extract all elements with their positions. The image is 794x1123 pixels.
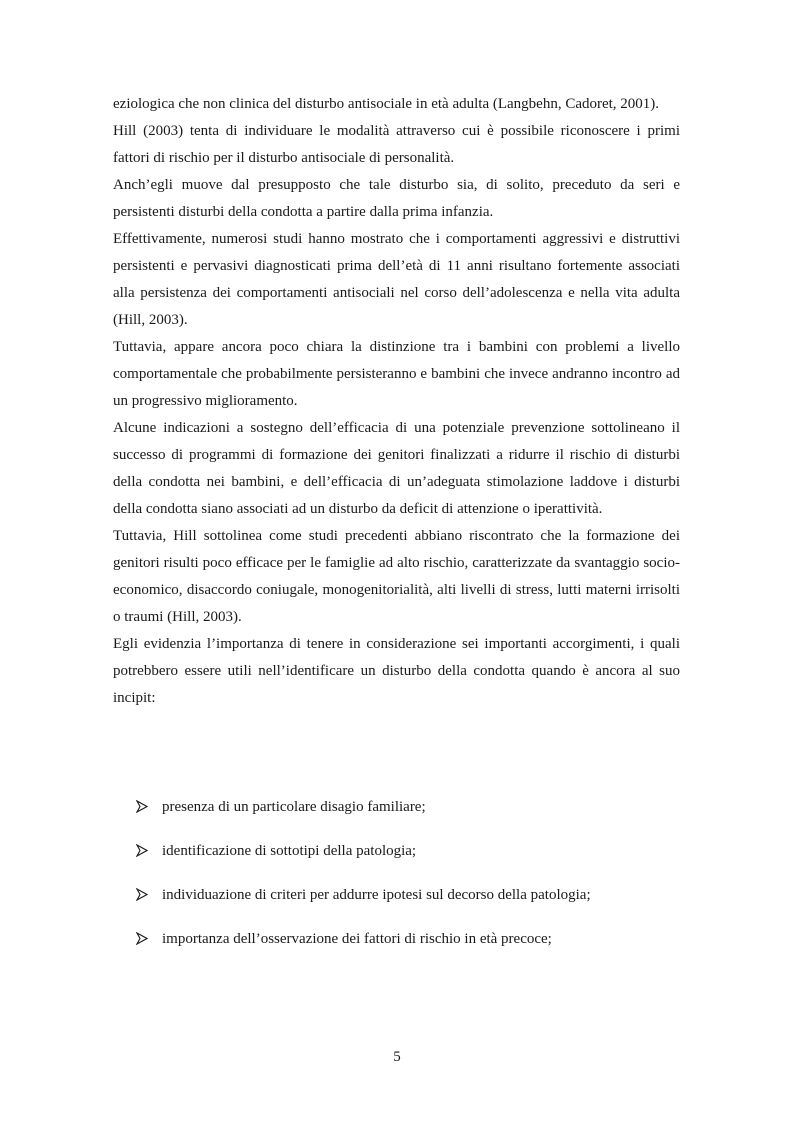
paragraph: Tuttavia, Hill sottolinea come studi precedenti abbiano riscontrato che la formazione dei genitori risulti poco efficace per le famiglie ad alto rischio, caratterizzate da svantaggio socio-economico, disaccordo coniugale, monogenitorialità, alti livelli di stress, lutti materni irrisolti o traumi (Hill, 2003). <box>113 528 680 625</box>
page-number: 5 <box>393 1049 401 1065</box>
paragraph: Tuttavia, appare ancora poco chiara la distinzione tra i bambini con problemi a livello comportamentale che probabilmente persisteranno e bambini che invece andranno incontro ad un progressivo miglioramento. <box>113 339 680 409</box>
paragraph: Hill (2003) tenta di individuare le modalità attraverso cui è possibile riconoscere i primi fattori di rischio per il disturbo antisociale di personalità. <box>113 123 680 166</box>
arrowhead-bullet-icon <box>136 888 148 901</box>
paragraph: Anch’egli muove dal presupposto che tale disturbo sia, di solito, preceduto da seri e persistenti disturbi della condotta a partire dalla prima infanzia. <box>113 177 680 220</box>
arrowhead-bullet-icon <box>136 932 148 945</box>
list-item-text: presenza di un particolare disagio familiare; <box>162 799 426 815</box>
list-item <box>136 841 696 885</box>
page-body <box>113 91 680 947</box>
arrowhead-bullet-icon <box>136 800 148 813</box>
list-item-text: importanza dell’osservazione dei fattori di rischio in età precoce; <box>162 931 552 947</box>
bullet-list <box>136 797 696 973</box>
paragraph: eziologica che non clinica del disturbo antisociale in età adulta (Langbehn, Cadoret, 2001). <box>113 96 660 112</box>
paragraph: Alcune indicazioni a sostegno dell’efficacia di una potenziale prevenzione sottolineano il successo di programmi di formazione dei genitori finalizzati a ridurre il rischio di disturbi della condotta nei bambini, e dell’efficacia di un’adeguata stimolazione laddove i disturbi della condotta siano associati ad un disturbo da deficit di attenzione o iperattività. <box>113 420 680 517</box>
list-item <box>136 797 696 841</box>
list-item-text: identificazione di sottotipi della patologia; <box>162 843 417 859</box>
list-item <box>136 885 696 929</box>
paragraph: Effettivamente, numerosi studi hanno mostrato che i comportamenti aggressivi e distruttivi persistenti e pervasivi diagnosticati prima dell’età di 11 anni risultano fortemente associati alla persistenza dei comportamenti antisociali nel corso dell’adolescenza e nella vita adulta (Hill, 2003). <box>113 231 680 328</box>
arrowhead-bullet-icon <box>136 844 148 857</box>
list-item-text: individuazione di criteri per addurre ipotesi sul decorso della patologia; <box>162 887 591 903</box>
paragraph: Egli evidenzia l’importanza di tenere in considerazione sei importanti accorgimenti, i quali potrebbero essere utili nell’identificare un disturbo della condotta quando è ancora al suo incipit: <box>113 636 680 706</box>
list-item <box>136 929 696 973</box>
